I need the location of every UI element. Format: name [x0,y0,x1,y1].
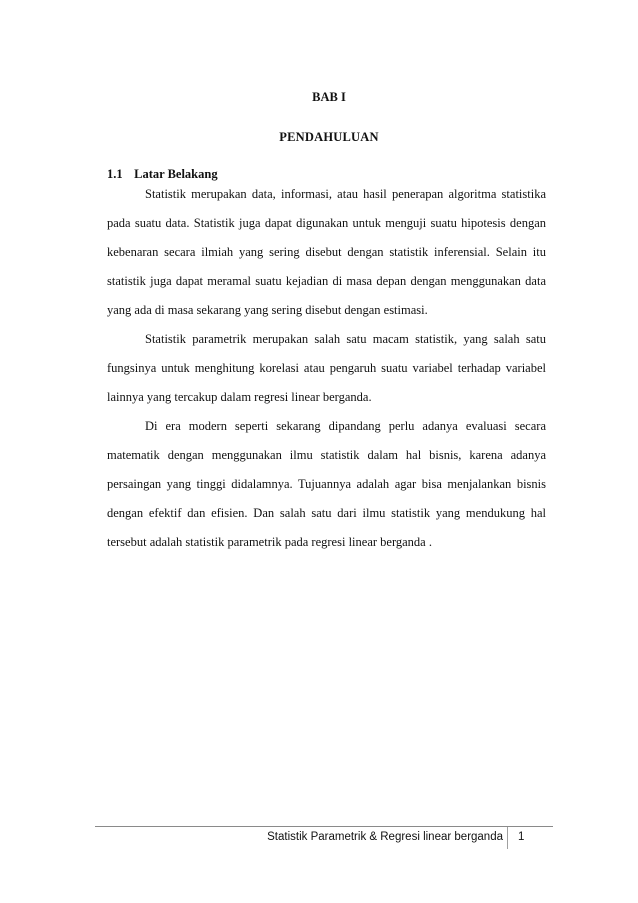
section-title: Latar Belakang [134,167,218,181]
page-footer [95,827,553,849]
chapter-title: PENDAHULUAN [279,130,379,144]
page-number: 1 [518,831,525,843]
paragraph: Di era modern seperti sekarang dipandang perlu adanya evaluasi secara matematik dengan menggunakan ilmu statistik dalam hal bisnis, karena adanya persaingan yang tinggi didalamnya. Tujuannya adalah agar bisa menjalankan bisnis dengan efektif dan efisien. Dan salah satu dari ilmu statistik yang mendukung hal tersebut adalah statistik parametrik pada regresi linear berganda . [107,419,546,549]
paragraph: Statistik merupakan data, informasi, atau hasil penerapan algoritma statistika pada suatu data. Statistik juga dapat digunakan untuk menguji suatu hipotesis dengan kebenaran secara ilmiah yang sering disebut dengan statistik inferensial. Selain itu statistik juga dapat meramal suatu kejadian di masa depan dengan menggunakan data yang ada di masa sekarang yang sering disebut dengan estimasi. [107,187,546,317]
footer-title: Statistik Parametrik & Regresi linear berganda [267,831,503,843]
paragraph: Statistik parametrik merupakan salah satu macam statistik, yang salah satu fungsinya untuk menghitung korelasi atau pengaruh suatu variabel terhadap variabel lainnya yang tercakup dalam regresi linear berganda. [107,332,546,404]
body-text [107,180,546,557]
section-number: 1.1 [107,167,123,181]
page-number-box [507,827,553,849]
chapter-heading: BAB I [312,90,346,104]
